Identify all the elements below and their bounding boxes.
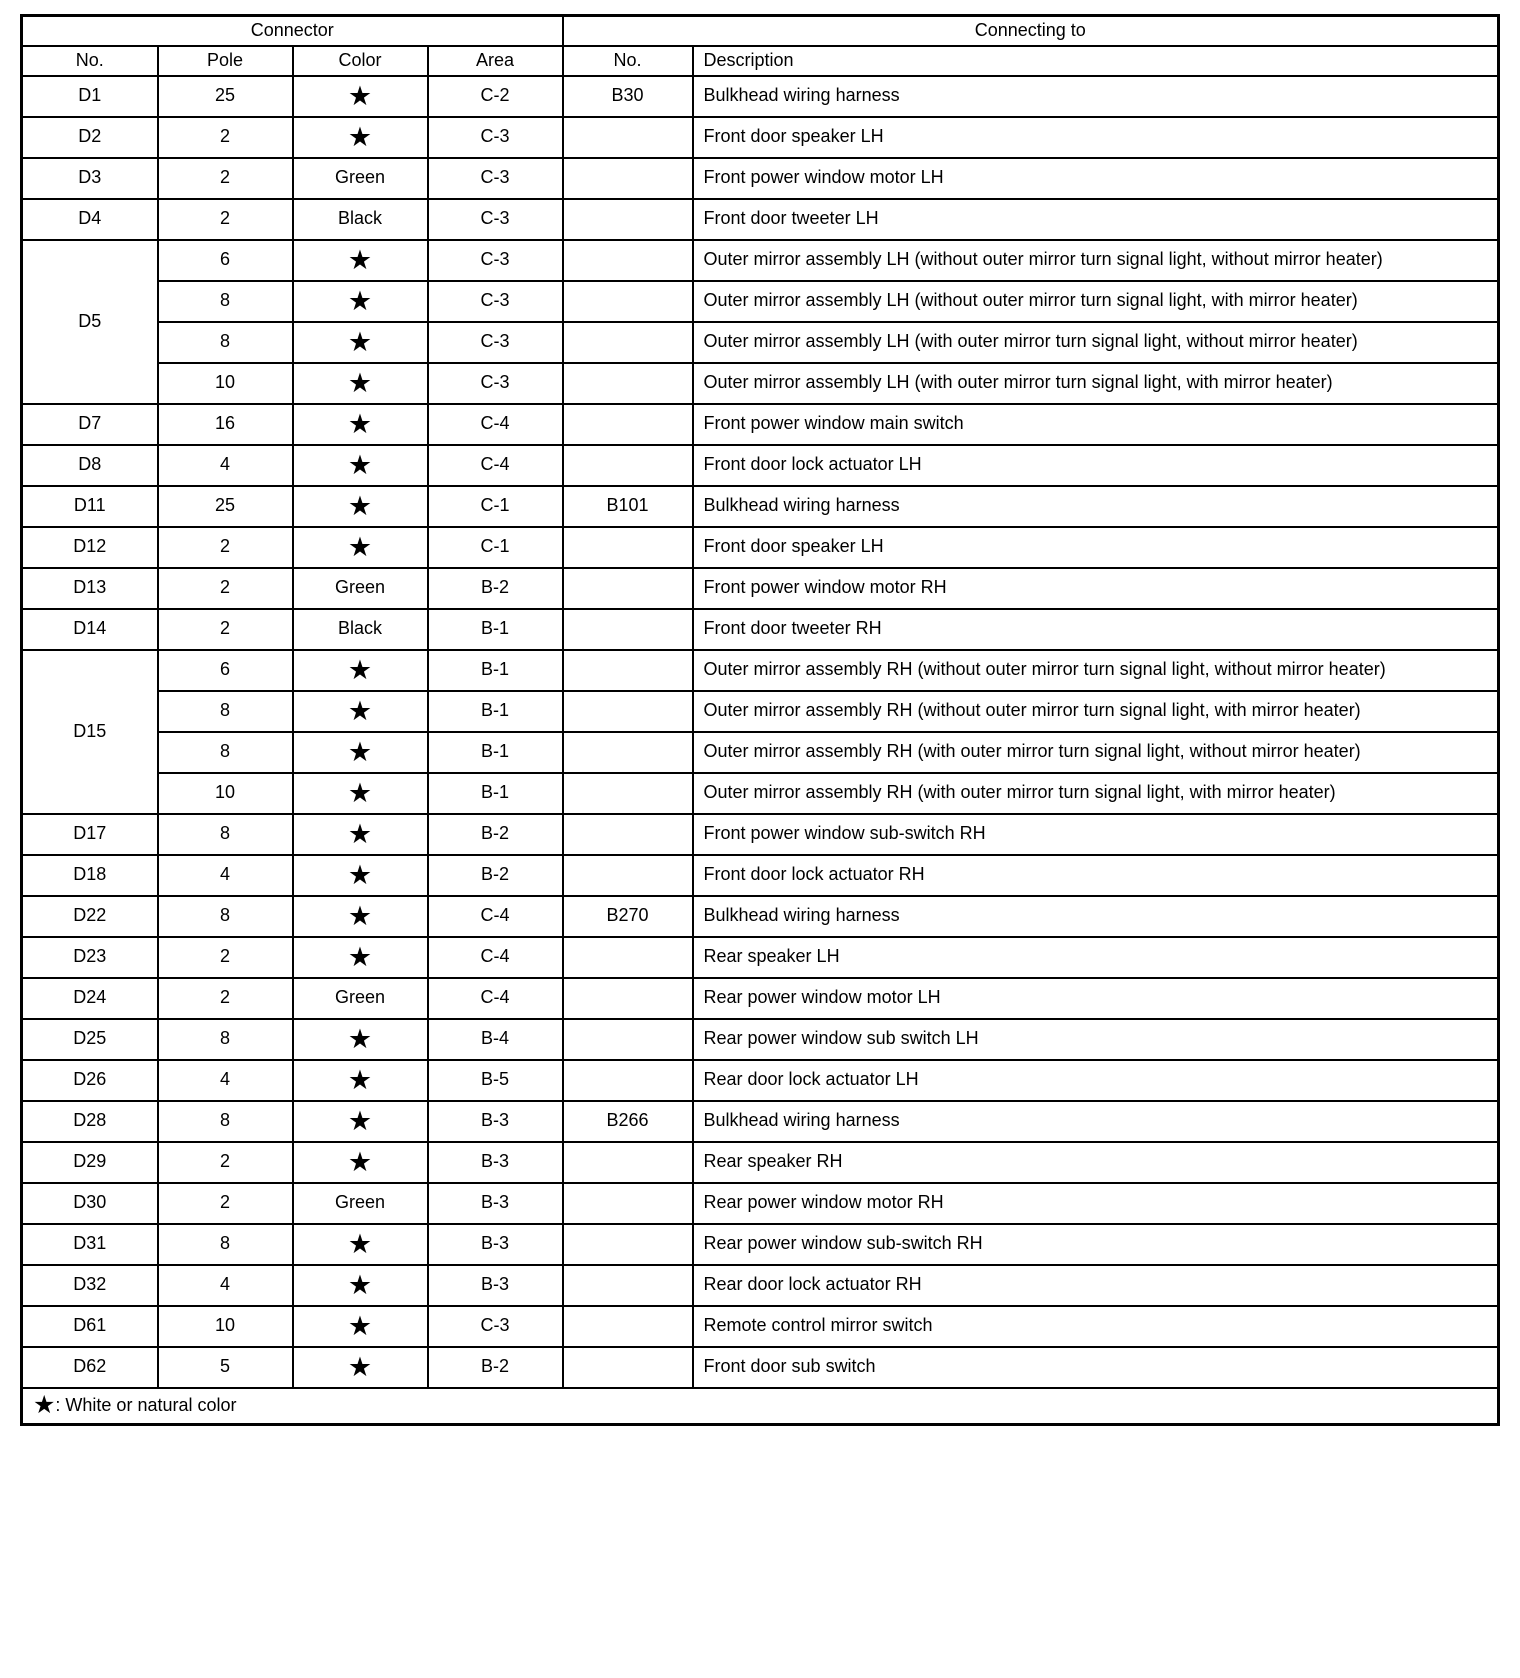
table-row <box>22 363 1499 404</box>
connecting-no-cell <box>563 363 693 404</box>
area-cell: B-2 <box>428 1347 563 1388</box>
connecting-no-cell <box>563 773 693 814</box>
star-icon-cell: ★ <box>293 855 428 896</box>
area-cell: B-2 <box>428 855 563 896</box>
connector-no-cell: D4 <box>22 199 158 240</box>
description-cell: Outer mirror assembly LH (without outer mirror turn signal light, without mirror heater) <box>693 240 1499 281</box>
connector-no-cell: D7 <box>22 404 158 445</box>
pole-cell: 8 <box>158 691 293 732</box>
star-icon-cell: ★ <box>293 76 428 117</box>
connector-no-cell: D17 <box>22 814 158 855</box>
description-cell: Bulkhead wiring harness <box>693 1101 1499 1142</box>
connecting-no-cell <box>563 1183 693 1224</box>
connecting-no-cell <box>563 691 693 732</box>
table-footer <box>22 1388 1499 1425</box>
connector-no-cell: D11 <box>22 486 158 527</box>
color-cell: Green <box>293 158 428 199</box>
area-cell: C-3 <box>428 199 563 240</box>
description-cell: Front door speaker LH <box>693 117 1499 158</box>
area-cell: C-4 <box>428 445 563 486</box>
connector-no-cell: D2 <box>22 117 158 158</box>
description-cell: Bulkhead wiring harness <box>693 486 1499 527</box>
star-icon-cell: ★ <box>293 281 428 322</box>
description-cell: Front door tweeter RH <box>693 609 1499 650</box>
description-cell: Rear speaker RH <box>693 1142 1499 1183</box>
connector-no-cell: D62 <box>22 1347 158 1388</box>
table-row <box>22 1183 1499 1224</box>
pole-cell: 4 <box>158 445 293 486</box>
pole-cell: 2 <box>158 568 293 609</box>
pole-cell: 8 <box>158 1224 293 1265</box>
description-cell: Rear power window sub-switch RH <box>693 1224 1499 1265</box>
area-cell: C-3 <box>428 158 563 199</box>
area-cell: B-3 <box>428 1101 563 1142</box>
connecting-no-cell <box>563 281 693 322</box>
table-row <box>22 691 1499 732</box>
table-row <box>22 76 1499 117</box>
connecting-no-cell <box>563 732 693 773</box>
area-cell: C-3 <box>428 240 563 281</box>
description-cell: Outer mirror assembly RH (without outer mirror turn signal light, with mirror heater) <box>693 691 1499 732</box>
pole-cell: 8 <box>158 732 293 773</box>
pole-cell: 8 <box>158 281 293 322</box>
description-cell: Front power window main switch <box>693 404 1499 445</box>
star-icon-cell: ★ <box>293 404 428 445</box>
connector-no-cell: D1 <box>22 76 158 117</box>
area-cell: B-2 <box>428 568 563 609</box>
description-cell: Front door tweeter LH <box>693 199 1499 240</box>
area-cell: C-4 <box>428 896 563 937</box>
pole-cell: 8 <box>158 1101 293 1142</box>
connecting-no-cell <box>563 158 693 199</box>
star-icon-cell: ★ <box>293 814 428 855</box>
color-cell: Black <box>293 609 428 650</box>
connector-no-cell: D15 <box>22 650 158 814</box>
connector-no-cell: D12 <box>22 527 158 568</box>
table-row <box>22 568 1499 609</box>
description-cell: Outer mirror assembly LH (with outer mirror turn signal light, with mirror heater) <box>693 363 1499 404</box>
pole-cell: 2 <box>158 158 293 199</box>
table-row <box>22 896 1499 937</box>
area-cell: B-1 <box>428 609 563 650</box>
description-cell: Outer mirror assembly RH (with outer mirror turn signal light, with mirror heater) <box>693 773 1499 814</box>
connecting-no-cell: B30 <box>563 76 693 117</box>
area-cell: C-3 <box>428 322 563 363</box>
star-icon-cell: ★ <box>293 322 428 363</box>
description-cell: Front door speaker LH <box>693 527 1499 568</box>
area-cell: C-3 <box>428 363 563 404</box>
connector-no-cell: D3 <box>22 158 158 199</box>
star-icon-cell: ★ <box>293 445 428 486</box>
connector-no-cell: D31 <box>22 1224 158 1265</box>
star-icon-cell: ★ <box>293 773 428 814</box>
table-row <box>22 1347 1499 1388</box>
table-row <box>22 732 1499 773</box>
table-row <box>22 117 1499 158</box>
color-cell: Green <box>293 978 428 1019</box>
area-cell: C-2 <box>428 76 563 117</box>
table-row <box>22 1306 1499 1347</box>
footnote-row <box>22 1388 1499 1425</box>
table-body <box>22 76 1499 1388</box>
connecting-no-cell <box>563 199 693 240</box>
pole-cell: 4 <box>158 1060 293 1101</box>
description-cell: Rear power window motor LH <box>693 978 1499 1019</box>
connecting-no-cell: B270 <box>563 896 693 937</box>
column-header-color: Color <box>293 46 428 76</box>
connecting-no-cell <box>563 322 693 363</box>
pole-cell: 2 <box>158 527 293 568</box>
pole-cell: 2 <box>158 199 293 240</box>
star-icon-cell: ★ <box>293 1142 428 1183</box>
description-cell: Outer mirror assembly RH (with outer mirror turn signal light, without mirror heater) <box>693 732 1499 773</box>
connecting-no-cell <box>563 937 693 978</box>
header-columns-row <box>22 46 1499 76</box>
area-cell: B-2 <box>428 814 563 855</box>
pole-cell: 8 <box>158 814 293 855</box>
table-row <box>22 240 1499 281</box>
connector-no-cell: D22 <box>22 896 158 937</box>
column-header-area: Area <box>428 46 563 76</box>
pole-cell: 4 <box>158 1265 293 1306</box>
table-row <box>22 937 1499 978</box>
connecting-no-cell <box>563 240 693 281</box>
header-group-connecting-to: Connecting to <box>563 16 1499 46</box>
pole-cell: 10 <box>158 1306 293 1347</box>
description-cell: Rear power window sub switch LH <box>693 1019 1499 1060</box>
table-row <box>22 609 1499 650</box>
footnote-cell <box>22 1388 1499 1425</box>
table-row <box>22 650 1499 691</box>
pole-cell: 2 <box>158 609 293 650</box>
connecting-no-cell <box>563 117 693 158</box>
description-cell: Outer mirror assembly LH (without outer mirror turn signal light, with mirror heater) <box>693 281 1499 322</box>
connector-no-cell: D61 <box>22 1306 158 1347</box>
connecting-no-cell <box>563 1142 693 1183</box>
column-header-connecting-no: No. <box>563 46 693 76</box>
connector-no-cell: D8 <box>22 445 158 486</box>
area-cell: B-3 <box>428 1224 563 1265</box>
pole-cell: 6 <box>158 650 293 691</box>
pole-cell: 25 <box>158 76 293 117</box>
connecting-no-cell: B101 <box>563 486 693 527</box>
column-header-description: Description <box>693 46 1499 76</box>
pole-cell: 2 <box>158 117 293 158</box>
pole-cell: 5 <box>158 1347 293 1388</box>
table-row <box>22 773 1499 814</box>
column-header-pole: Pole <box>158 46 293 76</box>
star-icon-cell: ★ <box>293 240 428 281</box>
pole-cell: 6 <box>158 240 293 281</box>
table-row <box>22 1019 1499 1060</box>
table-row <box>22 281 1499 322</box>
star-icon-cell: ★ <box>293 937 428 978</box>
area-cell: C-3 <box>428 117 563 158</box>
table-row <box>22 199 1499 240</box>
connecting-no-cell <box>563 1265 693 1306</box>
connecting-no-cell <box>563 445 693 486</box>
pole-cell: 2 <box>158 978 293 1019</box>
table-row <box>22 855 1499 896</box>
header-group-connector: Connector <box>22 16 563 46</box>
star-icon-cell: ★ <box>293 1265 428 1306</box>
pole-cell: 16 <box>158 404 293 445</box>
description-cell: Bulkhead wiring harness <box>693 896 1499 937</box>
connector-table <box>20 14 1500 1426</box>
pole-cell: 10 <box>158 363 293 404</box>
star-icon-cell: ★ <box>293 1060 428 1101</box>
pole-cell: 2 <box>158 1142 293 1183</box>
star-icon-cell: ★ <box>293 527 428 568</box>
description-cell: Rear power window motor RH <box>693 1183 1499 1224</box>
connecting-no-cell <box>563 1224 693 1265</box>
connecting-no-cell <box>563 568 693 609</box>
pole-cell: 4 <box>158 855 293 896</box>
pole-cell: 2 <box>158 1183 293 1224</box>
area-cell: C-4 <box>428 404 563 445</box>
connector-no-cell: D5 <box>22 240 158 404</box>
connecting-no-cell <box>563 609 693 650</box>
table-row <box>22 1060 1499 1101</box>
connecting-no-cell <box>563 855 693 896</box>
pole-cell: 10 <box>158 773 293 814</box>
area-cell: C-3 <box>428 281 563 322</box>
description-cell: Front door lock actuator LH <box>693 445 1499 486</box>
color-cell: Green <box>293 568 428 609</box>
star-icon-cell: ★ <box>293 486 428 527</box>
connecting-no-cell <box>563 814 693 855</box>
connector-no-cell: D13 <box>22 568 158 609</box>
star-icon-cell: ★ <box>293 1306 428 1347</box>
table-row <box>22 1101 1499 1142</box>
description-cell: Rear door lock actuator LH <box>693 1060 1499 1101</box>
pole-cell: 25 <box>158 486 293 527</box>
connecting-no-cell <box>563 978 693 1019</box>
area-cell: B-1 <box>428 732 563 773</box>
description-cell: Outer mirror assembly RH (without outer mirror turn signal light, without mirror heater) <box>693 650 1499 691</box>
area-cell: B-1 <box>428 773 563 814</box>
table-row <box>22 1224 1499 1265</box>
area-cell: B-5 <box>428 1060 563 1101</box>
table-row <box>22 486 1499 527</box>
area-cell: C-4 <box>428 978 563 1019</box>
star-icon-cell: ★ <box>293 1019 428 1060</box>
connector-no-cell: D32 <box>22 1265 158 1306</box>
connecting-no-cell <box>563 1347 693 1388</box>
area-cell: C-4 <box>428 937 563 978</box>
pole-cell: 8 <box>158 322 293 363</box>
footnote-text: : White or natural color <box>55 1395 237 1416</box>
table-row <box>22 158 1499 199</box>
table-row <box>22 1265 1499 1306</box>
area-cell: B-3 <box>428 1265 563 1306</box>
connector-no-cell: D14 <box>22 609 158 650</box>
star-icon-cell: ★ <box>293 1347 428 1388</box>
description-cell: Front door sub switch <box>693 1347 1499 1388</box>
connector-no-cell: D24 <box>22 978 158 1019</box>
connecting-no-cell <box>563 650 693 691</box>
connecting-no-cell <box>563 404 693 445</box>
color-cell: Green <box>293 1183 428 1224</box>
description-cell: Bulkhead wiring harness <box>693 76 1499 117</box>
area-cell: C-3 <box>428 1306 563 1347</box>
description-cell: Front power window motor RH <box>693 568 1499 609</box>
area-cell: B-4 <box>428 1019 563 1060</box>
connector-no-cell: D23 <box>22 937 158 978</box>
star-icon: ★ <box>33 1391 56 1420</box>
star-icon-cell: ★ <box>293 732 428 773</box>
description-cell: Remote control mirror switch <box>693 1306 1499 1347</box>
area-cell: B-1 <box>428 650 563 691</box>
connector-no-cell: D30 <box>22 1183 158 1224</box>
description-cell: Front power window motor LH <box>693 158 1499 199</box>
column-header-no: No. <box>22 46 158 76</box>
header-group-row <box>22 16 1499 46</box>
pole-cell: 8 <box>158 896 293 937</box>
connecting-no-cell: B266 <box>563 1101 693 1142</box>
table-row <box>22 404 1499 445</box>
star-icon-cell: ★ <box>293 363 428 404</box>
description-cell: Front power window sub-switch RH <box>693 814 1499 855</box>
pole-cell: 2 <box>158 937 293 978</box>
description-cell: Rear door lock actuator RH <box>693 1265 1499 1306</box>
area-cell: B-3 <box>428 1142 563 1183</box>
description-cell: Outer mirror assembly LH (with outer mirror turn signal light, without mirror heater) <box>693 322 1499 363</box>
connector-no-cell: D26 <box>22 1060 158 1101</box>
star-icon-cell: ★ <box>293 1224 428 1265</box>
table-row <box>22 527 1499 568</box>
connector-no-cell: D28 <box>22 1101 158 1142</box>
area-cell: B-3 <box>428 1183 563 1224</box>
connecting-no-cell <box>563 1306 693 1347</box>
area-cell: C-1 <box>428 527 563 568</box>
table-row <box>22 814 1499 855</box>
star-icon-cell: ★ <box>293 117 428 158</box>
description-cell: Rear speaker LH <box>693 937 1499 978</box>
area-cell: C-1 <box>428 486 563 527</box>
star-icon-cell: ★ <box>293 650 428 691</box>
table-row <box>22 445 1499 486</box>
connecting-no-cell <box>563 1060 693 1101</box>
description-cell: Front door lock actuator RH <box>693 855 1499 896</box>
connecting-no-cell <box>563 1019 693 1060</box>
table-header <box>22 16 1499 76</box>
star-icon-cell: ★ <box>293 1101 428 1142</box>
connector-no-cell: D29 <box>22 1142 158 1183</box>
star-icon-cell: ★ <box>293 691 428 732</box>
pole-cell: 8 <box>158 1019 293 1060</box>
connector-no-cell: D18 <box>22 855 158 896</box>
table-row <box>22 978 1499 1019</box>
star-icon-cell: ★ <box>293 896 428 937</box>
connecting-no-cell <box>563 527 693 568</box>
table-row <box>22 322 1499 363</box>
area-cell: B-1 <box>428 691 563 732</box>
connector-no-cell: D25 <box>22 1019 158 1060</box>
table-row <box>22 1142 1499 1183</box>
color-cell: Black <box>293 199 428 240</box>
